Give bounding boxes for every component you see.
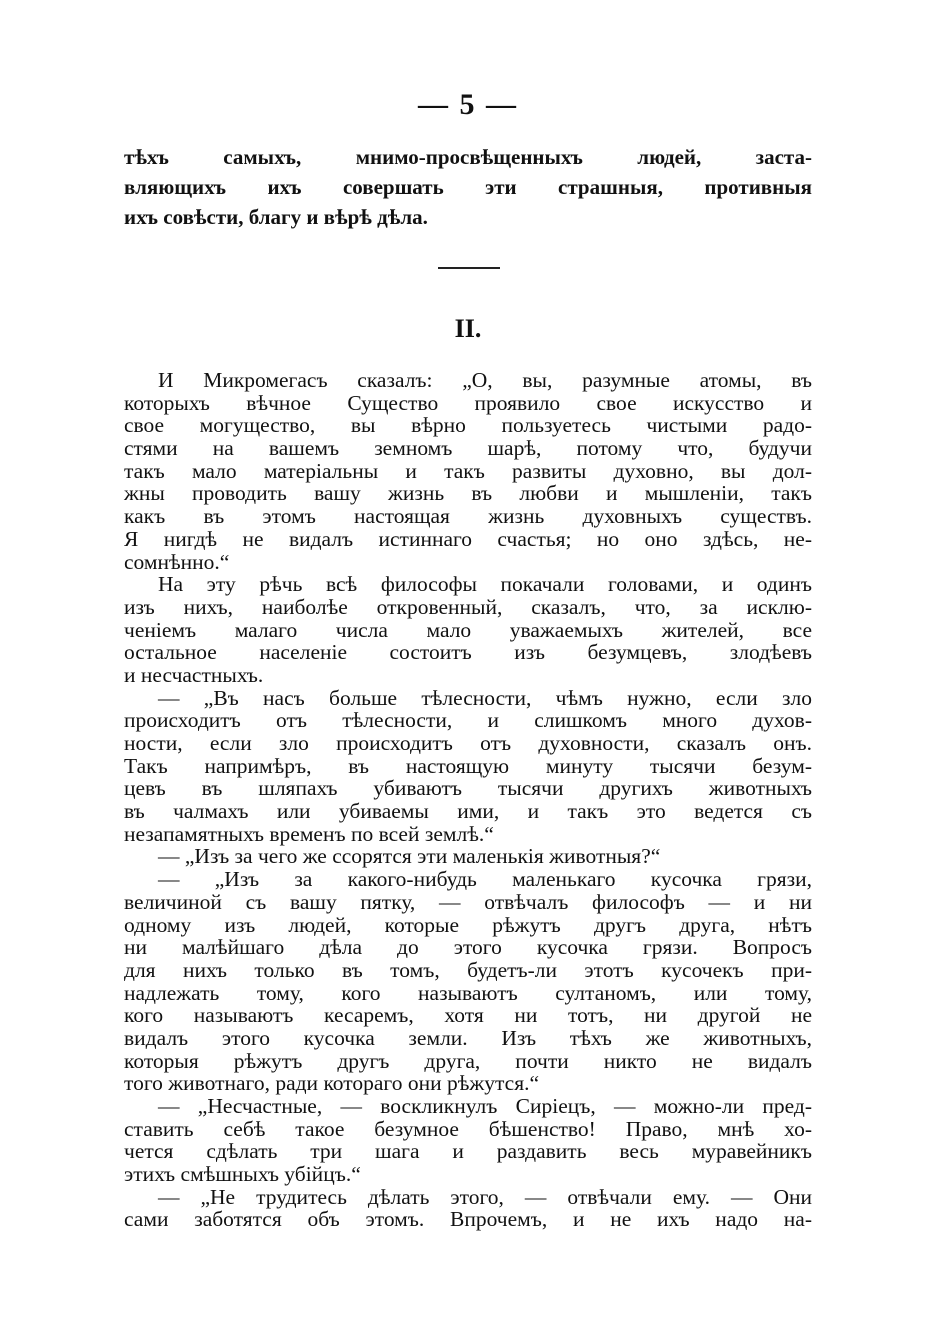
text-line: Такъ напримѣръ, въ настоящую минуту тысячи безум- [124,753,812,778]
text-line: — „Изъ за какого-нибудь маленькаго кусочка грязи, [158,867,812,892]
text-line: незапамятныхъ временъ по всей землѣ.“ [124,821,494,846]
section-heading: II. [454,314,482,343]
text-line: для нихъ только въ томъ, будетъ-ли этотъ кусочекъ при- [124,957,812,982]
text-line: какъ въ этомъ настоящая жизнь духовныхъ существъ. [124,504,812,529]
text-line: ченіемъ малаго числа мало уважаемыхъ жителей, все [124,617,812,642]
text-line: тѣхъ самыхъ, мнимо-просвѣщенныхъ людей, заста- [124,145,812,169]
text-line: цевъ въ шляпахъ убиваютъ тысячи другихъ животныхъ [124,776,812,801]
text-line: этихъ смѣшныхъ убійцъ.“ [124,1162,361,1187]
text-line: величиной съ вашу пятку, — отвѣчалъ философъ — и ни [124,889,812,914]
text-line: надлежать тому, кого называютъ султаномъ, или тому, [124,980,812,1005]
text-line: — „Не трудитесь дѣлать этого, — отвѣчали ему. — Они [158,1184,812,1209]
section-divider [438,267,500,269]
page-number: — 5 — [418,88,518,121]
text-line: кого называютъ кесаремъ, хотя ни тотъ, ни другой не [124,1003,812,1028]
text-line: жны проводить вашу жизнь въ любви и мышленіи, такъ [124,481,812,506]
text-line: остальное населеніе состоитъ изъ безумцевъ, злодѣевъ [124,640,812,665]
text-line: такъ мало матеріальны и такъ развиты духовно, вы дол- [124,458,812,483]
text-line: вляющихъ ихъ совершать эти страшныя, противныя [124,175,812,199]
body-text [124,369,812,1231]
text-line: изъ нихъ, наиболѣе откровенный, сказалъ, что, за исклю- [124,594,812,619]
text-line: На эту рѣчь всѣ философы покачали головами, и одинъ [158,572,812,597]
text-line: — „Несчастные, — воскликнулъ Сиріецъ, — можно-ли пред- [158,1094,812,1118]
text-line: ни малѣйшаго дѣла до этого кусочка грязи. Вопросъ [124,935,812,960]
text-line: И Микромегасъ сказалъ: „О, вы, разумные атомы, въ [158,368,812,392]
text-line: сомнѣнно.“ [124,549,230,574]
text-line: стями на вашемъ земномъ шарѣ, потому что, будучи [124,436,812,461]
text-line: происходитъ отъ тѣлесности, и слишкомъ много духов- [124,708,812,733]
text-line: ставить себѣ такое безумное бѣшенство! Право, мнѣ хо- [124,1116,812,1141]
text-line: чется сдѣлать три шага и раздавить весь муравейникъ [124,1139,812,1164]
text-line: свое могущество, вы вѣрно пользуетесь чистыми радо- [124,413,812,438]
text-line: того животнаго, ради котораго они рѣжутся.“ [124,1071,539,1096]
intro-paragraph [124,142,812,232]
text-line: — „Въ насъ больше тѣлесности, чѣмъ нужно, если зло [158,685,812,710]
text-line: видалъ этого кусочка земли. Изъ тѣхъ же животныхъ, [124,1025,812,1050]
text-line: ности, если зло происходитъ отъ духовности, сказалъ онъ. [124,731,812,755]
text-line: сами заботятся объ этомъ. Впрочемъ, и не ихъ надо на- [124,1207,812,1232]
text-line: которыхъ вѣчное Существо проявило свое искусство и [124,390,812,415]
text-line: Я нигдѣ не видалъ истиннаго счастья; но оно здѣсь, не- [124,526,812,551]
text-line: которыя рѣжутъ другъ друга, почти никто не видалъ [124,1048,812,1073]
text-line: — „Изъ за чего же ссорятся эти маленькія животныя?“ [158,844,661,869]
text-line: и несчастныхъ. [124,662,264,687]
text-line: одному изъ людей, которые рѣжутъ другъ друга, нѣтъ [124,912,812,937]
text-line: ихъ совѣсти, благу и вѣрѣ дѣла. [124,205,428,229]
text-line: въ чалмахъ или убиваемы ими, и такъ это ведется съ [124,799,812,824]
